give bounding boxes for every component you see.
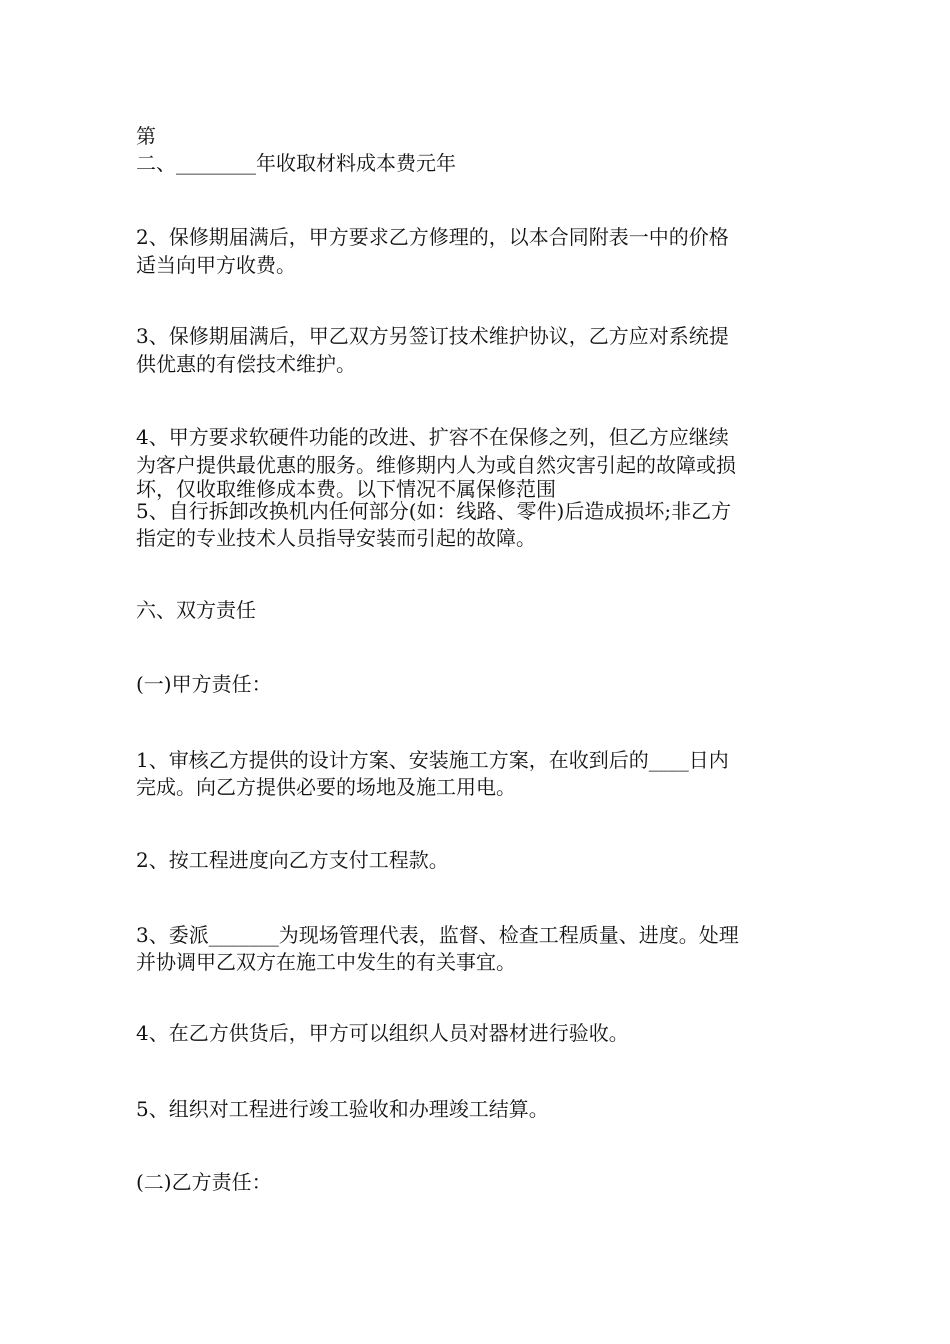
text-line: 完成。向乙方提供必要的场地及施工用电。 (136, 775, 516, 799)
text-line: 二、________年收取材料成本费元年 (136, 151, 456, 175)
text-line: 坏，仅收取维修成本费。以下情况不属保修范围 (136, 477, 556, 501)
text-line: 2、按工程进度向乙方支付工程款。 (136, 848, 449, 872)
text-line: 1、审核乙方提供的设计方案、安装施工方案，在收到后的____日内 (136, 748, 729, 772)
section-heading: 六、双方责任 (136, 598, 256, 622)
text-line: 4、在乙方供货后，甲方可以组织人员对器材进行验收。 (136, 1021, 629, 1045)
subsection-heading: (二)乙方责任： (136, 1170, 272, 1194)
text-line: 2、保修期届满后，甲方要求乙方修理的，以本合同附表一中的价格 (136, 225, 729, 249)
text-line: 并协调甲乙双方在施工中发生的有关事宜。 (136, 950, 516, 974)
text-line: 为客户提供最优惠的服务。维修期内人为或自然灾害引起的故障或损 (136, 453, 736, 477)
text-line: 4、甲方要求软硬件功能的改进、扩容不在保修之列，但乙方应继续 (136, 425, 729, 449)
text-line: 3、保修期届满后，甲乙双方另签订技术维护协议，乙方应对系统提 (136, 324, 729, 348)
text-line: 3、委派_______为现场管理代表，监督、检查工程质量、进度。处理 (136, 923, 739, 947)
text-line: 适当向甲方收费。 (136, 253, 296, 277)
text-line: 第 (136, 124, 156, 148)
text-line: 指定的专业技术人员指导安装而引起的故障。 (136, 526, 536, 550)
subsection-heading: (一)甲方责任： (136, 672, 272, 696)
text-line: 5、自行拆卸改换机内任何部分(如：线路、零件)后造成损坏;非乙方 (136, 499, 732, 523)
text-line: 供优惠的有偿技术维护。 (136, 352, 356, 376)
text-line: 5、组织对工程进行竣工验收和办理竣工结算。 (136, 1097, 549, 1121)
